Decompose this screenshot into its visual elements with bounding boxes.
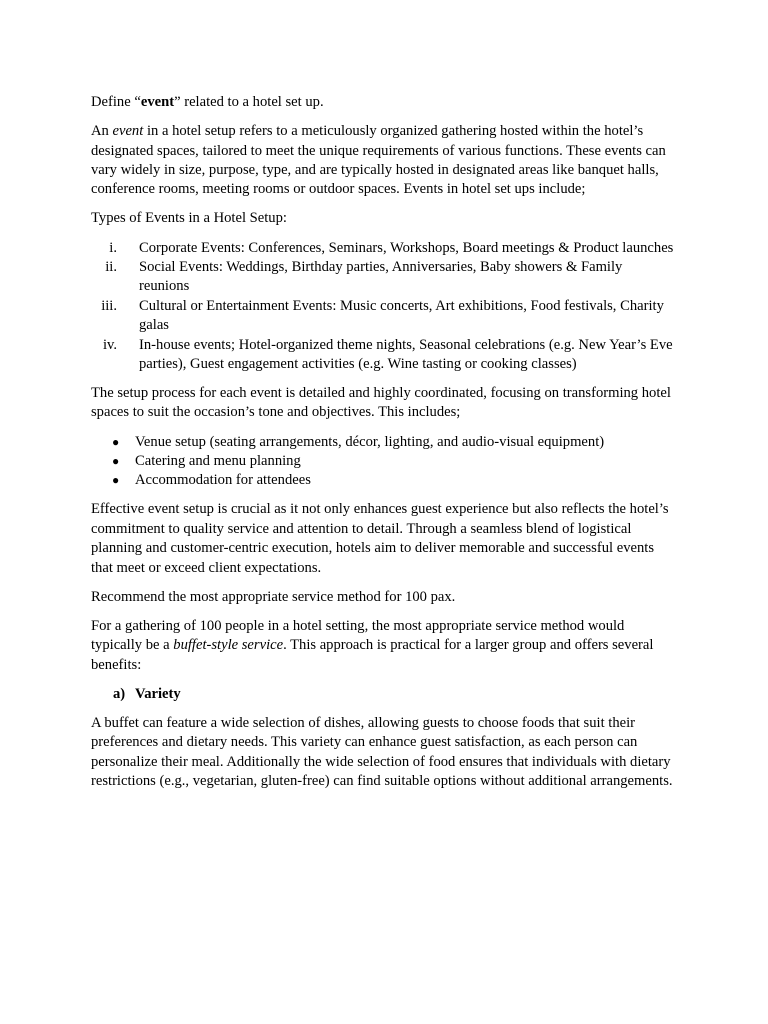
intro-italic-term: event	[112, 123, 144, 140]
list-number: ii.	[105, 258, 117, 275]
list-item-text: Accommodation for attendees	[135, 472, 311, 489]
question-text: Define “	[91, 94, 141, 110]
event-types-list	[91, 239, 676, 375]
setup-bullet-list	[91, 433, 676, 491]
list-number: iv.	[102, 336, 117, 353]
list-item	[91, 336, 676, 375]
bullet-icon: ●	[112, 434, 120, 449]
setup-paragraph: The setup process for each event is detailed and highly coordinated, focusing on transforming hotel spaces to suit the occasion’s tone and objectives. This includes;	[91, 385, 671, 421]
document-body	[91, 93, 676, 801]
intro-text-rest: in a hotel setup refers to a meticulously organized gathering hosted within the hotel’s designated spaces, tailored to meet the unique requirements of various functions. These events can vary widely in size, purpose, type, and are typically hosted in designated areas like banquet halls, conference rooms, meeting rooms or outdoor spaces. Events in hotel set ups include;	[91, 123, 666, 198]
answer-italic-term: buffet-style service	[173, 637, 284, 654]
list-item-text: Venue setup (seating arrangements, décor, lighting, and audio-visual equipment)	[135, 433, 605, 450]
list-item	[91, 471, 676, 490]
bullet-icon: ●	[112, 473, 120, 488]
variety-paragraph: A buffet can feature a wide selection of dishes, allowing guests to choose foods that suit their preferences and dietary needs. This variety can enhance guest satisfaction, as each person can personalize their meal. Additionally the wide selection of food ensures that individuals with dietary restrictions (e.g., vegetarian, gluten-free) can find suitable options without additional arrangements.	[91, 714, 673, 790]
intro-text-start: An	[91, 123, 113, 140]
answer-text-rest: . This approach is practical for a larger group and offers several benefits:	[91, 637, 654, 673]
list-item	[91, 239, 676, 258]
list-item	[91, 452, 676, 471]
list-number: i.	[109, 239, 117, 256]
list-item-text: In-house events; Hotel-organized theme nights, Seasonal celebrations (e.g. New Year’s Eve parties), Guest engagement activities (e.g. Wine tasting or cooking classes)	[139, 336, 673, 372]
question-text-end: ” related to a hotel set up.	[174, 94, 324, 110]
question-bold-term: event	[140, 94, 175, 110]
list-item	[91, 297, 676, 336]
list-item	[91, 258, 676, 297]
list-item	[91, 433, 676, 452]
list-item-text: Cultural or Entertainment Events: Music concerts, Art exhibitions, Food festivals, Charity galas	[139, 297, 664, 334]
answer-paragraph	[91, 617, 676, 675]
intro-paragraph	[91, 122, 676, 200]
answer-text-start: For a gathering of 100 people in a hotel setting, the most appropriate service method would typically be a	[91, 617, 625, 654]
list-item-text: Catering and menu planning	[135, 452, 301, 469]
list-number: iii.	[101, 297, 117, 314]
subheading-variety	[91, 685, 676, 704]
bullet-icon: ●	[112, 453, 120, 468]
subheading-label: a)	[113, 685, 126, 702]
list-item-text: Social Events: Weddings, Birthday parties, Anniversaries, Baby showers & Family reunions	[139, 258, 623, 295]
effective-setup-paragraph: Effective event setup is crucial as it not only enhances guest experience but also reflects the hotel’s commitment to quality service and attention to detail. Through a seamless blend of logistical planning and customer-centric execution, hotels aim to deliver memorable and successful events that meet or exceed client expectations.	[91, 501, 669, 576]
subheading-title: Variety	[135, 685, 181, 702]
list-item-text: Corporate Events: Conferences, Seminars, Workshops, Board meetings & Product launches	[139, 239, 674, 256]
types-heading: Types of Events in a Hotel Setup:	[91, 210, 287, 227]
question-define-event	[91, 93, 676, 112]
question-service-method: Recommend the most appropriate service method for 100 pax.	[91, 588, 456, 605]
